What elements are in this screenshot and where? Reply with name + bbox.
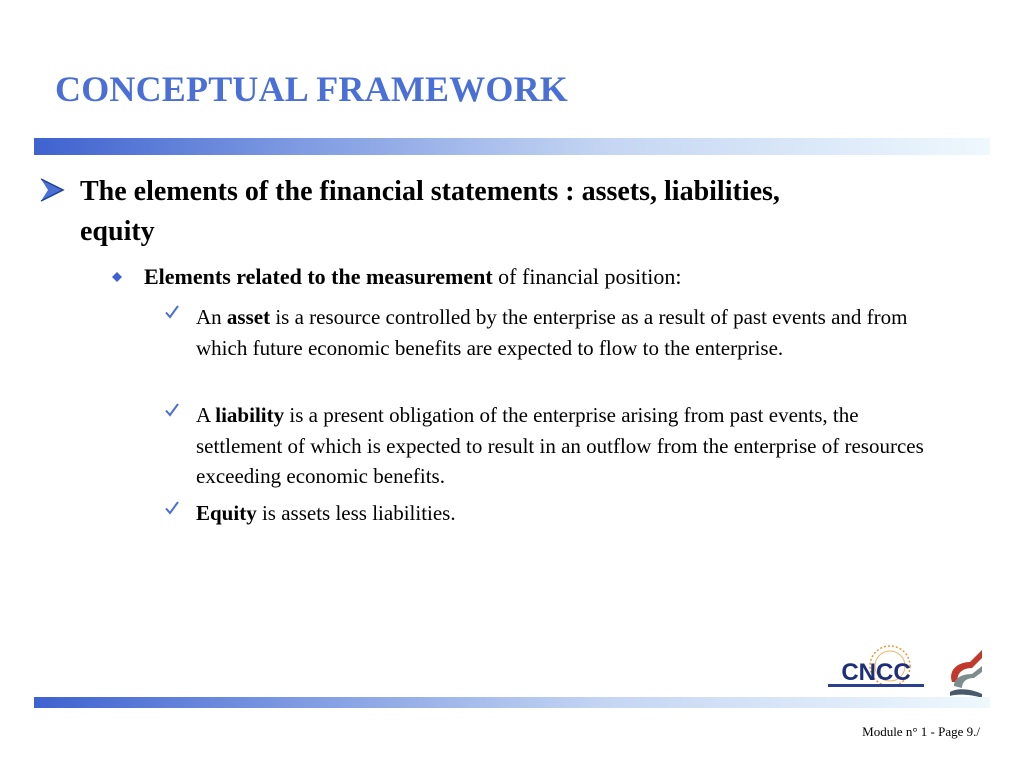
- page-number-label: Module n° 1 - Page 9./: [862, 724, 980, 739]
- definition-item-equity: [164, 498, 924, 529]
- arrow-bullet-icon: [38, 176, 66, 204]
- bullet-level-2: [112, 262, 872, 292]
- cncc-logo-icon: [826, 644, 986, 700]
- bullet-level-2-bold: Elements related to the measurement: [144, 264, 493, 289]
- title-divider-bar: [34, 138, 990, 155]
- diamond-bullet-icon: [112, 272, 122, 282]
- item-term: asset: [226, 305, 271, 329]
- definition-item-text: [196, 498, 926, 529]
- cncc-logo: [826, 644, 986, 700]
- item-definition: is a resource controlled by the enterprise as a result of past events and from which future economic benefits are expected to flow to the enterprise.: [196, 305, 908, 360]
- checkmark-icon: [164, 402, 180, 418]
- definition-item-liability: [164, 400, 924, 492]
- logo-text: CNCC: [841, 659, 911, 686]
- definition-item-asset: [164, 302, 924, 363]
- bullet-level-1: [38, 172, 818, 252]
- item-definition: is a present obligation of the enterprise arising from past events, the settlement of which is expected to result in an outflow from the enterprise of resources exceeding economic benefits.: [196, 403, 924, 488]
- checkmark-icon: [164, 304, 180, 320]
- definition-item-text: [196, 400, 926, 492]
- slide-title: CONCEPTUAL FRAMEWORK: [55, 69, 569, 109]
- definition-item-text: [196, 302, 926, 363]
- bullet-level-2-rest: of financial position:: [492, 264, 682, 289]
- checkmark-icon: [164, 500, 180, 516]
- item-term: Equity: [196, 501, 257, 525]
- footer-divider-bar: [34, 697, 990, 708]
- bullet-level-2-text: [144, 262, 872, 292]
- item-term: liability: [215, 403, 285, 427]
- bullet-level-1-text: The elements of the financial statements : assets, liabilities, equity: [80, 176, 780, 247]
- item-definition: is assets less liabilities.: [256, 501, 456, 525]
- item-prefix: An: [196, 305, 227, 329]
- item-prefix: A: [196, 403, 216, 427]
